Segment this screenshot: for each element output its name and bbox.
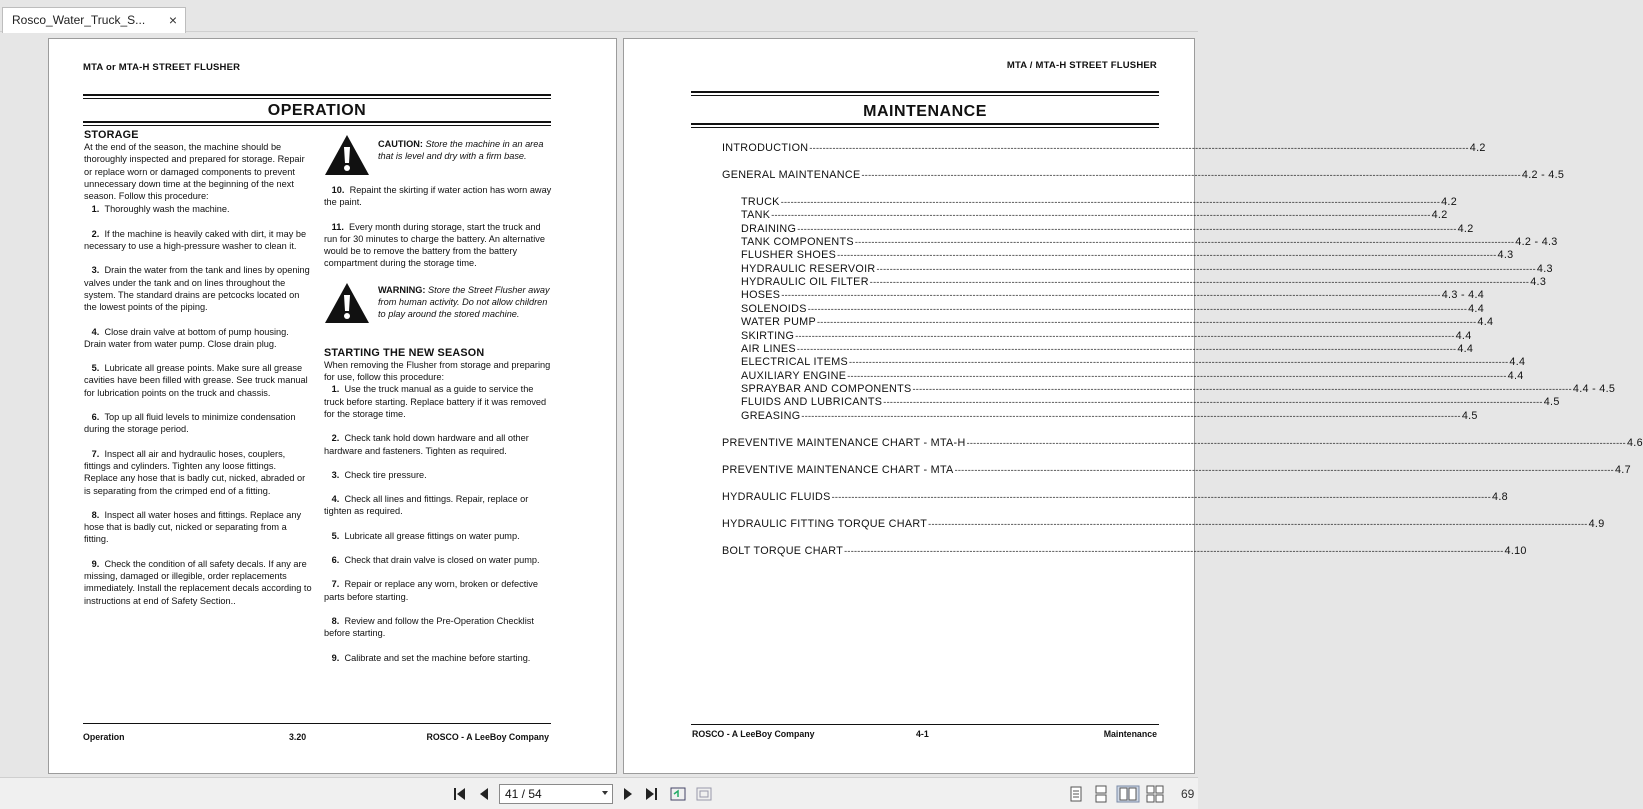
toc-leader-dots: --------------------------------------------------------------------------------------------------------------------------------------------------------------------------------------------------------: [928, 518, 1588, 529]
toc-entry[interactable]: [741, 276, 1547, 289]
page-left: [48, 38, 617, 774]
document-tab-title: Rosco_Water_Truck_S...: [12, 13, 146, 27]
toc-leader-dots: --------------------------------------------------------------------------------------------------------------------------------------------------------------------------------------------------------: [781, 290, 1441, 301]
zoom-level[interactable]: 69: [1181, 787, 1195, 801]
toc-leader-dots: --------------------------------------------------------------------------------------------------------------------------------------------------------------------------------------------------------: [807, 303, 1468, 314]
footer-page-number: 4-1: [916, 729, 929, 739]
caution-warning-icon: [324, 134, 370, 176]
season-step: 8. Review and follow the Pre-Operation Checklist before starting.: [324, 615, 534, 639]
page-header: MTA / MTA-H STREET FLUSHER: [1006, 60, 1157, 71]
footer-rule: [83, 723, 551, 724]
storage-step: 11. Every month during storage, start the truck and run for 30 minutes to charge the battery. An alternative would be to remove the battery from the battery compartment during the storage time.: [324, 221, 545, 269]
caution-label: CAUTION:: [378, 139, 423, 149]
toc-entry-label: GENERAL MAINTENANCE: [722, 169, 861, 181]
toc-entry-page: 4.2: [1457, 222, 1474, 235]
toc-entry-label: HYDRAULIC OIL FILTER: [741, 276, 869, 289]
toc-entry-page: 4.6: [1626, 436, 1643, 449]
storage-step: 7. Inspect all air and hydraulic hoses, couplers, fittings and cylinders. Tighten any loose fittings. Replace any hose that is badly cut, nicked, abraded or is separating from the crimped end of a fitting.: [84, 448, 306, 496]
chevron-down-icon: [602, 791, 608, 795]
page-indicator: 41 / 54: [505, 787, 542, 801]
toc-entry[interactable]: [741, 236, 1558, 249]
season-intro: When removing the Flusher from storage and preparing for use, follow this procedure:: [324, 359, 551, 383]
footer-section: Maintenance: [1103, 729, 1157, 739]
toc-entry[interactable]: [722, 463, 1631, 476]
toc-leader-dots: --------------------------------------------------------------------------------------------------------------------------------------------------------------------------------------------------------: [883, 397, 1543, 408]
season-step: 6. Check that drain valve is closed on water pump.: [331, 555, 540, 566]
right-column: [324, 134, 554, 664]
storage-step: 8. Inspect all water hoses and fittings. Replace any hose that is badly cut, nicked or separating from a fitting.: [84, 509, 302, 545]
next-page-icon[interactable]: [618, 786, 636, 802]
toc-leader-dots: --------------------------------------------------------------------------------------------------------------------------------------------------------------------------------------------------------: [831, 491, 1492, 502]
header-rule-bottom: [83, 121, 551, 126]
last-page-icon[interactable]: [642, 786, 660, 802]
fit-width-icon[interactable]: [695, 786, 713, 802]
storage-step: 9. Check the condition of all safety decals. If any are missing, damaged or illegible, order replacements immediately. Install the replacement decals according to instructions at end of Safety Section..: [84, 558, 312, 606]
season-step: 7. Repair or replace any worn, broken or defective parts before starting.: [324, 579, 539, 602]
warning-notice: [324, 282, 554, 324]
footer-company: ROSCO - A LeeBoy Company: [426, 732, 549, 742]
toc-entry-page: 4.10: [1504, 544, 1527, 557]
storage-heading: STORAGE: [84, 129, 139, 141]
header-rule-bottom: [691, 123, 1159, 128]
season-step: 5. Lubricate all grease fittings on water pump.: [331, 530, 520, 541]
storage-step: 3. Drain the water from the tank and lines by opening valves under the tank and on lines throughout the system. The standard drains are petcocks located on the lowest points of the piping.: [84, 265, 310, 313]
season-step: 2. Check tank hold down hardware and all other hardware and fasteners. Tighten as required.: [324, 433, 529, 456]
toc-leader-dots: --------------------------------------------------------------------------------------------------------------------------------------------------------------------------------------------------------: [809, 143, 1469, 153]
toc-entry[interactable]: [741, 196, 1458, 208]
header-rule-top: [691, 91, 1159, 96]
toc-entry-page: 4.4: [1477, 316, 1494, 329]
toc-entry-label: HOSES: [741, 289, 781, 302]
navigation-toolbar: [0, 777, 1198, 809]
toc-entry-label: GREASING: [741, 409, 801, 422]
toc-entry-label: WATER PUMP: [741, 316, 816, 329]
toc-entry-label: TRUCK: [741, 196, 780, 208]
warning-text: Store the Street Flusher away from human activity. Do not allow children to play around the stored machine.: [378, 284, 550, 319]
toc-entry-page: 4.4: [1457, 342, 1474, 355]
toc-entry[interactable]: [741, 356, 1526, 369]
toc-entry-page: 4.3: [1536, 262, 1553, 275]
storage-step: 2. If the machine is heavily caked with dirt, it may be necessary to use a high-pressure washer to clean it.: [84, 228, 307, 252]
storage-step: 6. Top up all fluid levels to minimize condensation during the storage period.: [84, 412, 296, 435]
toc-leader-dots: --------------------------------------------------------------------------------------------------------------------------------------------------------------------------------------------------------: [801, 410, 1461, 421]
toc-entry[interactable]: [741, 369, 1524, 382]
fit-page-icon[interactable]: [669, 786, 687, 802]
toc-entry[interactable]: [722, 436, 1643, 449]
toc-leader-dots: --------------------------------------------------------------------------------------------------------------------------------------------------------------------------------------------------------: [795, 330, 1455, 341]
continuous-facing-icon[interactable]: [1146, 786, 1164, 802]
toc-entry-page: 4.3 - 4.4: [1441, 289, 1485, 302]
document-tab[interactable]: [2, 7, 186, 33]
toc-entry[interactable]: [741, 222, 1474, 235]
caution-notice: [324, 134, 554, 176]
toc-leader-dots: --------------------------------------------------------------------------------------------------------------------------------------------------------------------------------------------------------: [912, 383, 1572, 394]
tab-bar: [0, 0, 1198, 32]
header-rule-top: [83, 94, 551, 99]
toc-leader-dots: --------------------------------------------------------------------------------------------------------------------------------------------------------------------------------------------------------: [869, 277, 1530, 288]
toc-entry-label: AUXILIARY ENGINE: [741, 369, 847, 382]
footer-page-number: 3.20: [289, 732, 307, 742]
page-title: OPERATION: [267, 102, 367, 119]
toc-entry-page: 4.4: [1507, 369, 1524, 382]
toc-entry-page: 4.3: [1530, 276, 1547, 289]
toc-entry-page: 4.2: [1431, 209, 1448, 222]
season-step: 3. Check tire pressure.: [331, 469, 427, 480]
toc-entry[interactable]: [741, 316, 1494, 329]
toc-entry[interactable]: [741, 302, 1485, 315]
page-number-select[interactable]: [499, 784, 613, 804]
storage-step: 10. Repaint the skirting if water action has worn away the paint.: [324, 185, 552, 208]
toc-entry-label: HYDRAULIC RESERVOIR: [741, 262, 876, 275]
page-title: MAINTENANCE: [863, 103, 987, 120]
document-viewer: [0, 33, 1643, 777]
toc-leader-dots: --------------------------------------------------------------------------------------------------------------------------------------------------------------------------------------------------------: [854, 237, 1515, 248]
toc-leader-dots: --------------------------------------------------------------------------------------------------------------------------------------------------------------------------------------------------------: [816, 317, 1477, 328]
toc-entry[interactable]: [741, 396, 1560, 409]
toc-entry-label: SOLENOIDS: [741, 302, 807, 315]
storage-column: [84, 129, 312, 607]
toc-entry-page: 4.4: [1509, 356, 1526, 369]
toc-entry-label: PREVENTIVE MAINTENANCE CHART - MTA: [722, 463, 954, 476]
footer-rule: [691, 724, 1159, 725]
toc-entry-page: 4.4: [1468, 302, 1485, 315]
toc-entry-page: 4.8: [1492, 490, 1508, 503]
toc-entry[interactable]: [722, 142, 1486, 154]
toc-entry-label: FLUSHER SHOES: [741, 249, 837, 262]
toc-leader-dots: --------------------------------------------------------------------------------------------------------------------------------------------------------------------------------------------------------: [771, 210, 1431, 221]
toc-entry-page: 4.2: [1441, 196, 1458, 208]
toc-leader-dots: --------------------------------------------------------------------------------------------------------------------------------------------------------------------------------------------------------: [780, 197, 1441, 207]
toc-entry-page: 4.9: [1588, 517, 1605, 530]
facing-pages-icon[interactable]: [1117, 786, 1139, 802]
toc-entry-label: INTRODUCTION: [722, 142, 809, 154]
first-page-icon[interactable]: [451, 786, 469, 802]
toc-leader-dots: --------------------------------------------------------------------------------------------------------------------------------------------------------------------------------------------------------: [847, 370, 1507, 381]
toc-entry[interactable]: [741, 249, 1514, 262]
page-right: [623, 38, 1643, 774]
toc-entry-page: 4.2: [1469, 142, 1486, 154]
toc-entry-label: SKIRTING: [741, 329, 795, 342]
toc-entry[interactable]: [741, 289, 1485, 302]
toc-leader-dots: --------------------------------------------------------------------------------------------------------------------------------------------------------------------------------------------------------: [954, 464, 1614, 475]
single-page-icon[interactable]: [1067, 786, 1085, 802]
season-step: 1. Use the truck manual as a guide to service the truck before starting. Replace battery if it was removed for the storage time.: [324, 384, 547, 419]
toc-entry[interactable]: [741, 209, 1448, 222]
toc-entry[interactable]: [741, 262, 1553, 275]
toc-entry[interactable]: [741, 329, 1472, 342]
toc-leader-dots: --------------------------------------------------------------------------------------------------------------------------------------------------------------------------------------------------------: [861, 170, 1521, 180]
warning-triangle-icon: [324, 282, 370, 324]
storage-step: 5. Lubricate all grease points. Make sure all grease cavities have been filled with grease. See truck manual for lubrication points on the truck and chassis.: [84, 363, 308, 398]
toc-entry-label: SPRAYBAR AND COMPONENTS: [741, 382, 912, 395]
storage-step: 1. Thoroughly wash the machine.: [91, 204, 230, 215]
toc-entry-label: ELECTRICAL ITEMS: [741, 356, 848, 369]
toc-entry-page: 4.2 - 4.3: [1515, 236, 1558, 249]
toc-entry-page: 4.4 - 4.5: [1572, 382, 1616, 395]
toc-entry-page: 4.3: [1497, 249, 1514, 262]
toc-leader-dots: --------------------------------------------------------------------------------------------------------------------------------------------------------------------------------------------------------: [966, 437, 1626, 448]
toc-entry-label: DRAINING: [741, 222, 797, 235]
toc-entry-label: TANK: [741, 209, 771, 222]
footer-company: ROSCO - A LeeBoy Company: [692, 729, 815, 739]
toc-entry[interactable]: [722, 169, 1565, 181]
toc-leader-dots: --------------------------------------------------------------------------------------------------------------------------------------------------------------------------------------------------------: [876, 263, 1536, 274]
toc-entry-page: 4.5: [1461, 409, 1478, 422]
prev-page-icon[interactable]: [476, 786, 494, 802]
toc-entry-page: 4.2 - 4.5: [1521, 169, 1565, 181]
toc-entry-label: TANK COMPONENTS: [741, 236, 854, 249]
toc-entry-page: 4.5: [1543, 396, 1560, 409]
toc-entry-page: 4.4: [1455, 329, 1472, 342]
season-heading: STARTING THE NEW SEASON: [324, 346, 485, 359]
toc-leader-dots: --------------------------------------------------------------------------------------------------------------------------------------------------------------------------------------------------------: [797, 223, 1457, 234]
toc-leader-dots: --------------------------------------------------------------------------------------------------------------------------------------------------------------------------------------------------------: [837, 250, 1497, 261]
storage-intro: At the end of the season, the machine should be thoroughly inspected and prepared for storage. Repair or replace worn or damaged components to prevent unnecessary down time at the beginning of the next season. Follow this procedure:: [84, 142, 305, 202]
toc-entry-label: BOLT TORQUE CHART: [722, 544, 844, 557]
toc-leader-dots: --------------------------------------------------------------------------------------------------------------------------------------------------------------------------------------------------------: [796, 343, 1457, 354]
close-tab-icon[interactable]: ×: [168, 12, 177, 28]
season-step: 4. Check all lines and fittings. Repair, replace or tighten as required.: [324, 494, 529, 517]
toc-entry[interactable]: [741, 409, 1478, 422]
toc-leader-dots: --------------------------------------------------------------------------------------------------------------------------------------------------------------------------------------------------------: [844, 545, 1504, 556]
storage-step: 4. Close drain valve at bottom of pump housing. Drain water from water pump. Close drain plug.: [84, 326, 289, 349]
toc-entry-label: FLUIDS AND LUBRICANTS: [741, 396, 883, 409]
footer-section: Operation: [83, 732, 125, 742]
toc-entry[interactable]: [722, 517, 1605, 530]
toc-entry-label: AIR LINES: [741, 342, 796, 355]
toc-entry-page: 4.7: [1614, 463, 1631, 476]
toc-entry-label: PREVENTIVE MAINTENANCE CHART - MTA-H: [722, 436, 966, 449]
toc-entry-label: HYDRAULIC FLUIDS: [722, 490, 831, 503]
toc-entry[interactable]: [741, 382, 1616, 395]
toc-entry[interactable]: [741, 342, 1474, 355]
toc-leader-dots: --------------------------------------------------------------------------------------------------------------------------------------------------------------------------------------------------------: [849, 357, 1509, 368]
toc-entry[interactable]: [722, 544, 1527, 557]
continuous-page-icon[interactable]: [1092, 786, 1110, 802]
toc-entry-label: HYDRAULIC FITTING TORQUE CHART: [722, 517, 928, 530]
season-step: 9. Calibrate and set the machine before starting.: [331, 652, 531, 663]
warning-label: WARNING:: [378, 284, 426, 295]
toc-entry[interactable]: [722, 490, 1508, 503]
page-header: MTA or MTA-H STREET FLUSHER: [83, 62, 241, 73]
caution-text: Store the machine in an area that is level and dry with a firm base.: [378, 139, 544, 161]
